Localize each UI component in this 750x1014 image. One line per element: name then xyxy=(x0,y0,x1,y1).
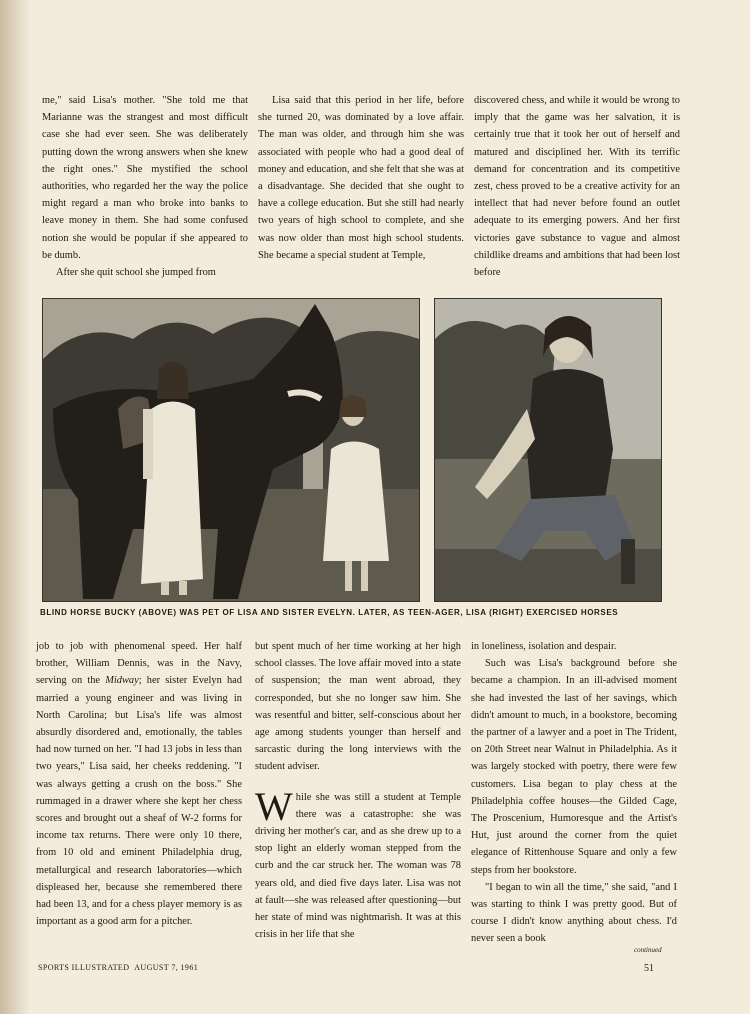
paragraph: Such was Lisa's background before she became a champion. In an ill-advised moment she had invested the last of her savings, which didn't amount to much, in a bookstore, becoming the partner of a lawyer and a poet in The Trident, on 20th Street near Walnut in Philadelphia. As it was largely stocked with poetry, there were few customers. Lisa began to play chess at the Philadelphia coffee houses—the Gilded Cage, The Proscenium, Humoresque and the Artist's Hut, just around the corner from the quiet elegance of Rittenhouse Square and only a few steps from her bookstore. xyxy=(471,658,677,876)
photo-girls-with-horse xyxy=(42,298,420,602)
photo-caption: BLIND HORSE BUCKY (ABOVE) WAS PET OF LISA AND SISTER EVELYN. LATER, AS TEEN-AGER, LISA (RIGHT) EXERCISED HORSES xyxy=(40,608,619,617)
top-column-3 xyxy=(474,92,680,281)
paragraph: me," said Lisa's mother. "She told me that Marianne was the strangest and most difficult case she had ever seen. She was deliberately putting down the wrong answers when she knew the right ones." She mystified the school authorities, who regarded her the way the police might regard a man who broke into banks to leave money in them. She had some confused notion she would be popular if she appeared to be dumb. xyxy=(42,95,248,261)
page-number: 51 xyxy=(644,963,654,974)
ship-name: Midway xyxy=(105,675,139,687)
text-run: ; her sister Evelyn had married a young engineer and was living in North Carolina; but Lisa's life was almost absurdly disordered and, emotionally, the tables had now turned on her. "I had 13 jobs in less than two years," Lisa said, her cheeks reddening. "I was always getting a crush on the boss." She rummaged in a drawer where she kept her chess scores and brought out a sheaf of W-2 forms for income tax returns. There were only 10 there, from 10 old and eminent Philadelphia drug, metallurgical and research laboratories—which displeased her, because she remembered there had been 13, and for a chess player memory is as important as a good arm for a pitcher. xyxy=(36,675,242,928)
top-column-1 xyxy=(42,92,248,281)
magazine-name: SPORTS ILLUSTRATED xyxy=(38,963,130,972)
issue-date: AUGUST 7, 1961 xyxy=(134,963,199,972)
paragraph: "I began to win all the time," she said, "and I was starting to think I was pretty good. But of course I didn't know anything about chess. I'd never seen a book xyxy=(471,881,677,945)
top-column-2 xyxy=(258,92,464,264)
page-gutter-shadow xyxy=(0,0,30,1014)
paragraph xyxy=(255,783,461,944)
photo-teen-lisa xyxy=(434,298,662,602)
bottom-column-3 xyxy=(471,638,677,948)
paragraph: in loneliness, isolation and despair. xyxy=(471,641,617,652)
paragraph: discovered chess, and while it would be wrong to imply that the game was her salvation, it is certainly true that it took her out of herself and matured and disciplined her. With its terrific demand for concentration and its competitive zest, chess proved to be a creative activity for an intellect that had never before found an outlet adequate to its emerging powers. And her first victories gave substance to vague and almost childlike dreams and ambitions that had been lost before xyxy=(474,95,680,279)
continued-marker: continued xyxy=(634,946,662,954)
paragraph xyxy=(36,638,242,930)
footer-magazine xyxy=(38,963,198,972)
paragraph: Lisa said that this period in her life, before she turned 20, was dominated by a love affair. The man was older, and through him she was associated with people who had a good deal of money and education, and she felt that she was at a disadvantage. She decided that she ought to have a college education. But she still had nearly two years of high school to complete, and she was now older than most high school students. She became a special student at Temple, xyxy=(258,95,464,261)
paragraph: After she quit school she jumped from xyxy=(56,267,216,279)
text-run: hile she was still a student at Temple there was a catastrophe: she was driving her mother's car, and as she drew up to a stop light an elderly woman stepped from the curb and the car struck her. The woman was 78 years old, and died five days later. Lisa was not at fault—she was released after questioning—but her state of mind was nightmarish. It was at this crisis in her life that she xyxy=(255,791,461,941)
paragraph: but spent much of her time working at her high school classes. The love affair moved into a state of suspension; the man went abroad, they corresponded, but she no longer saw him. She was resentful and bitter, self-conscious about her age among students younger than herself and sarcastic during the long interviews with the student adviser. xyxy=(255,641,461,773)
drop-cap: W xyxy=(255,783,293,829)
bottom-column-2 xyxy=(255,638,461,943)
text-run: job to job with phenomenal speed. Her half brother, William Dennis, was in the Navy, serving on the xyxy=(36,641,242,687)
bottom-column-1 xyxy=(36,638,242,930)
